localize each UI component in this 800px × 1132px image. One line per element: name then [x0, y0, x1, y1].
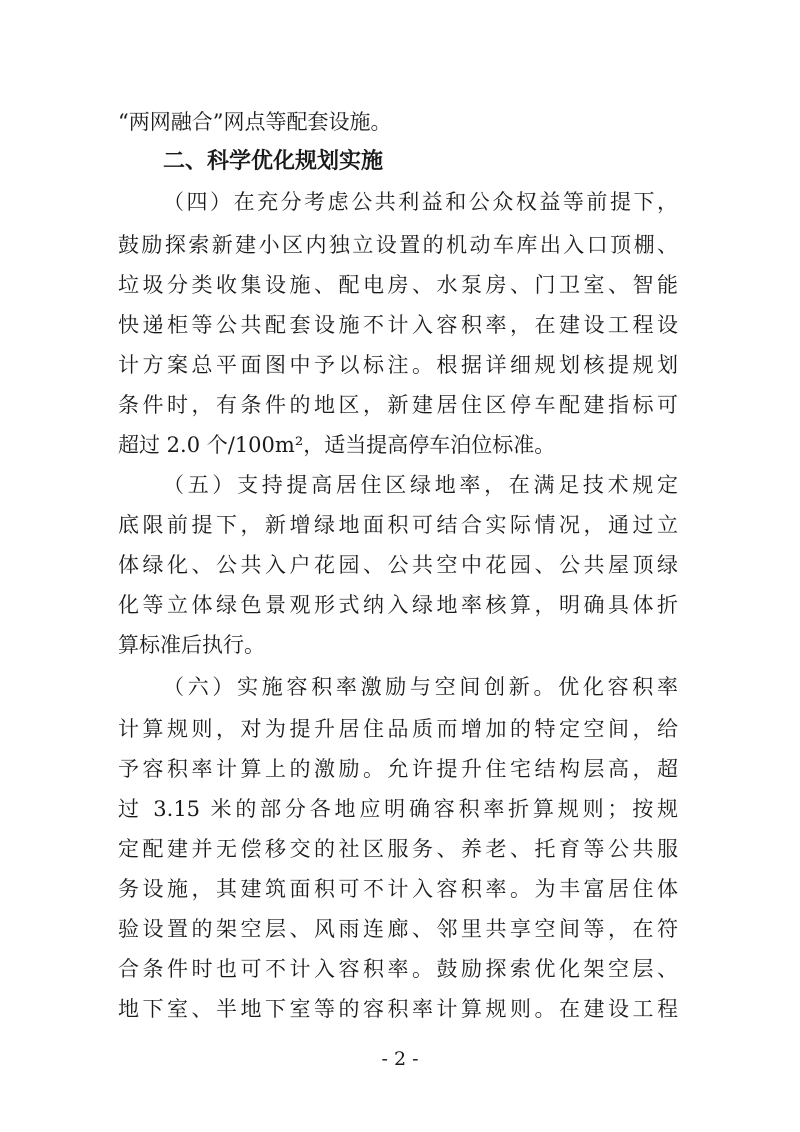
paragraph-line: 计算规则，对为提升居住品质而增加的特定空间，给	[118, 717, 678, 741]
section-heading: 二、科学优化规划实施	[163, 149, 384, 174]
intro-line: “两网融合”网点等配套设施。	[118, 110, 392, 134]
paragraph-line: 鼓励探索新建小区内独立设置的机动车库出入口顶棚、	[118, 233, 678, 257]
paragraph-line: 地下室、半地下室等的容积率计算规则。在建设工程	[118, 997, 678, 1021]
paragraph-line: 务设施，其建筑面积可不计入容积率。为丰富居住体	[118, 877, 678, 901]
paragraph-line: 体绿化、公共入户花园、公共空中花园、公共屋顶绿	[118, 553, 678, 577]
paragraph-line: （六）实施容积率激励与空间创新。优化容积率	[163, 675, 678, 699]
paragraph-line: 垃圾分类收集设施、配电房、水泵房、门卫室、智能	[118, 273, 678, 297]
paragraph-line: （四）在充分考虑公共利益和公众权益等前提下，	[163, 190, 678, 214]
paragraph-line: 化等立体绿色景观形式纳入绿地率核算，明确具体折	[118, 593, 678, 617]
paragraph-line: （五）支持提高居住区绿地率，在满足技术规定	[163, 473, 678, 497]
paragraph-line: 合条件时也可不计入容积率。鼓励探索优化架空层、	[118, 957, 678, 981]
paragraph-line: 过 3.15 米的部分各地应明确容积率折算规则；按规	[118, 797, 678, 821]
paragraph-line: 算标准后执行。	[118, 633, 265, 657]
paragraph-line: 定配建并无偿移交的社区服务、养老、托育等公共服	[118, 837, 678, 861]
paragraph-line: 快递柜等公共配套设施不计入容积率，在建设工程设	[118, 313, 678, 337]
paragraph-line: 底限前提下，新增绿地面积可结合实际情况，通过立	[118, 513, 678, 537]
paragraph-line: 条件时，有条件的地区，新建居住区停车配建指标可	[118, 393, 678, 417]
page-number: - 2 -	[381, 1048, 419, 1070]
paragraph-line: 计方案总平面图中予以标注。根据详细规划核提规划	[118, 353, 678, 377]
paragraph-line: 予容积率计算上的激励。允许提升住宅结构层高，超	[118, 757, 678, 781]
paragraph-line: 超过 2.0 个/100m²，适当提高停车泊位标准。	[118, 433, 556, 457]
paragraph-line: 验设置的架空层、风雨连廊、邻里共享空间等，在符	[118, 917, 678, 941]
